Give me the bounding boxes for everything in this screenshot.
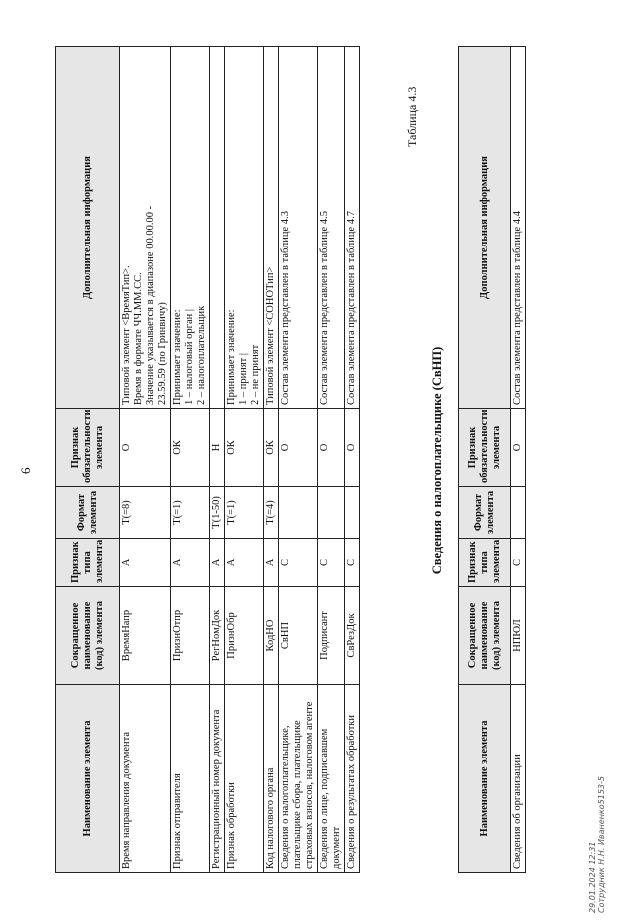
table-header-row [56,47,120,873]
cell-format: T(=4) [264,487,279,539]
cell-type: А [120,539,171,587]
cell-name: Сведения о налогоплательщике, плательщике сбора, плательщике страховых взносов, налоговом агенте [279,685,318,873]
cell-format: T(=1) [171,487,210,539]
cell-format: T(=8) [120,487,171,539]
cell-info [511,47,526,409]
cell-info [210,47,225,409]
cell-name: Регистрационный номер документа [210,685,225,873]
cell-required: О [345,409,360,487]
cell-info [225,47,264,409]
table-row [345,47,360,873]
table-row [279,47,318,873]
elements-table [55,46,360,873]
cell-code: РегНомДок [210,587,225,685]
info-line: Состав элемента представлен в таблице 4.4 [512,211,523,405]
cell-required: О [279,409,318,487]
taxpayer-table [458,46,526,873]
cell-type: А [171,539,210,587]
cell-format [279,487,318,539]
info-line: Принимает значение: [172,309,183,405]
info-line: Типовой элемент <СОНОТип> [265,266,276,405]
cell-format: T(1-50) [210,487,225,539]
info-line: 1 – принят | [238,352,249,405]
cell-type: А [264,539,279,587]
cell-required: О [511,409,526,487]
signature-stamp [588,776,606,913]
cell-info [345,47,360,409]
cell-type: С [318,539,345,587]
stamp-author: Сотрудник Н.Н. Иваненко5153-5 [597,776,606,913]
col-header-code: Сокращенное наименование (код) элемента [56,587,120,685]
col-header-type: Признак типа элемента [459,539,511,587]
cell-required: О [318,409,345,487]
table-row [511,47,526,873]
cell-code: КодНО [264,587,279,685]
cell-code: СвНП [279,587,318,685]
info-line: Состав элемента представлен в таблице 4.7 [346,211,357,405]
cell-name: Признак обработки [225,685,264,873]
table-row [171,47,210,873]
cell-name: Код налогового органа [264,685,279,873]
cell-format [511,487,526,539]
col-header-required: Признак обязательности элемента [459,409,511,487]
cell-name: Время направления документа [120,685,171,873]
col-header-info: Дополнительная информация [56,47,120,409]
table-row [318,47,345,873]
cell-info [264,47,279,409]
col-header-info: Дополнительная информация [459,47,511,409]
cell-name: Сведения о лице, подписавшем документ [318,685,345,873]
cell-code: СвРезДок [345,587,360,685]
stamp-date: 29.01.2024 12:31 [588,841,597,913]
cell-type: С [511,539,526,587]
cell-code: ПризнОтпр [171,587,210,685]
table-caption: Сведения о налогоплательщике (СвНП) [430,346,444,575]
table-header-row [459,47,511,873]
info-line: Значение указывается в диапазоне 00.00.00 - [145,205,156,405]
col-header-name: Наименование элемента [56,685,120,873]
info-line: 1 – налоговый орган | [184,309,195,405]
info-line: Типовой элемент <ВремяТип>. [121,265,132,405]
cell-info [279,47,318,409]
info-line: Состав элемента представлен в таблице 4.3 [280,211,291,405]
info-line: Состав элемента представлен в таблице 4.5 [319,211,330,405]
cell-type: А [210,539,225,587]
cell-code: ПризнОбр [225,587,264,685]
table-row [264,47,279,873]
cell-required: О [120,409,171,487]
cell-format [318,487,345,539]
cell-info [171,47,210,409]
col-header-code: Сокращенное наименование (код) элемента [459,587,511,685]
cell-info [120,47,171,409]
cell-format: T(=1) [225,487,264,539]
cell-type: С [345,539,360,587]
cell-name: Признак отправителя [171,685,210,873]
cell-required: ОК [171,409,210,487]
cell-info [318,47,345,409]
col-header-required: Признак обязательности элемента [56,409,120,487]
col-header-name: Наименование элемента [459,685,511,873]
cell-format [345,487,360,539]
info-line: Время в формате ЧЧ.ММ.СС. [133,272,144,405]
cell-required: ОК [225,409,264,487]
info-line: 23.59.59 (по Гринвичу) [157,302,168,405]
cell-name: Сведения о результатах обработки [345,685,360,873]
cell-required: Н [210,409,225,487]
info-line: 2 – не принят [250,344,261,405]
info-line: Принимает значение: [226,309,237,405]
col-header-format: Формат элемента [56,487,120,539]
cell-code: Подписант [318,587,345,685]
cell-type: С [279,539,318,587]
table-row [210,47,225,873]
table-label: Таблица 4.3 [405,86,419,147]
cell-code: НПЮЛ [511,587,526,685]
cell-code: ВремяНапр [120,587,171,685]
table-row [225,47,264,873]
cell-required: ОК [264,409,279,487]
cell-type: А [225,539,264,587]
col-header-format: Формат элемента [459,487,511,539]
cell-name: Сведения об организации [511,685,526,873]
col-header-type: Признак типа элемента [56,539,120,587]
page-number: 6 [18,467,33,474]
info-line: 2 – налогоплательщик [196,305,207,405]
table-row [120,47,171,873]
